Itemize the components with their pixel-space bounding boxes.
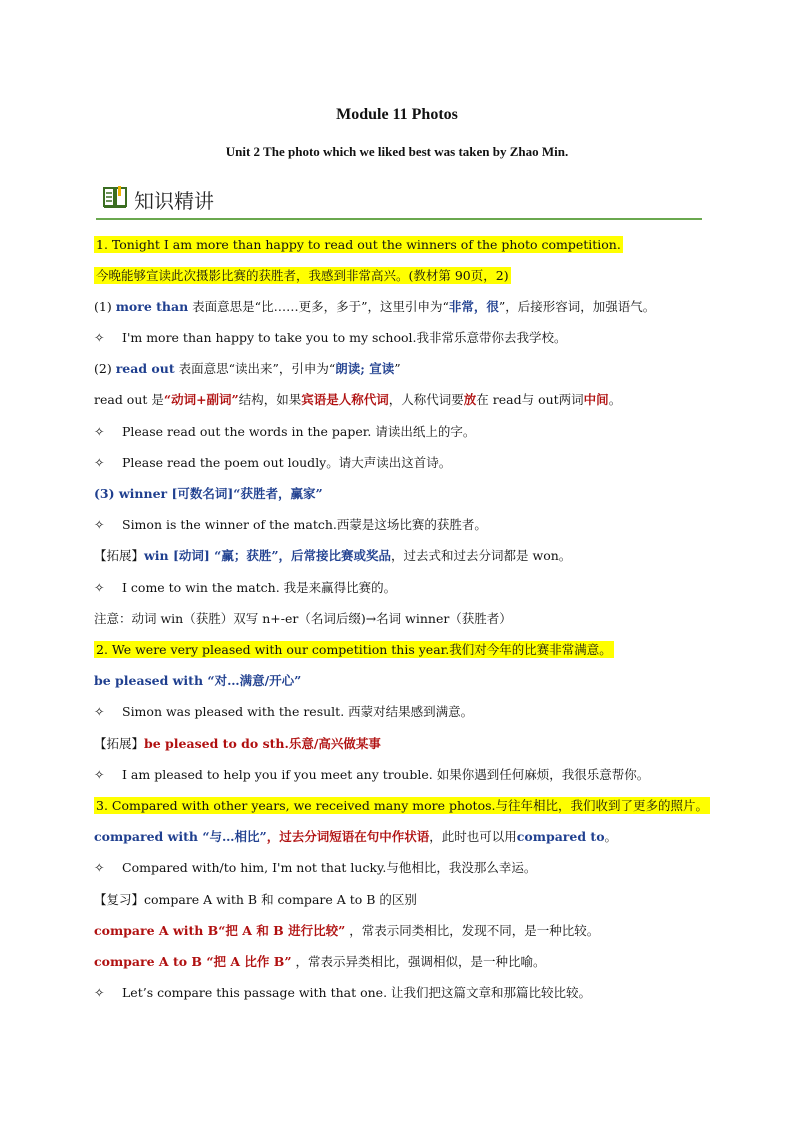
bullet-icon: ✧ [94, 985, 105, 1000]
point-1-sentence: 1. Tonight I am more than happy to read out the winners of the photo competition. [96, 237, 621, 252]
example-row: ✧ I'm more than happy to take you to my school.我非常乐意带你去我学校。 [94, 330, 567, 345]
note-compare-with: compare A with B“把 A 和 B 进行比较” ，常表示同类相比，发现不同，是一种比较。 [94, 923, 600, 938]
note-compared-with: compared with “与…相比”，过去分词短语在句中作状语，此时也可以用compared to。 [94, 829, 618, 844]
note-winner-formation: 注意：动词 win（获胜）双写 n+-er（名词后缀)→名词 winner（获胜者） [94, 611, 512, 626]
example-row: ✧ Compared with/to him, I'm not that lucky.与他相比，我没那么幸运。 [94, 860, 537, 875]
bullet-icon: ✧ [94, 424, 105, 439]
example-row: ✧ Please read the poem out loudly。请大声读出这首诗。 [94, 455, 452, 470]
bullet-icon: ✧ [94, 330, 105, 345]
note-read-out-structure: read out 是“动词+副词”结构，如果宾语是人称代词，人称代词要放在 read与 out两词中间。 [94, 392, 622, 407]
bullet-icon: ✧ [94, 580, 105, 595]
note-read-out: (2) read out 表面意思“读出来”，引申为“朗读; 宣读” [94, 361, 401, 376]
example-row: ✧ I come to win the match. 我是来赢得比赛的。 [94, 580, 397, 595]
document-subtitle: Unit 2 The photo which we liked best was taken by Zhao Min. [225, 144, 569, 159]
note-more-than: (1) more than 表面意思是“比……更多，多于”，这里引申为“非常，很”，后接形容词，加强语气。 [94, 299, 656, 314]
bullet-icon: ✧ [94, 860, 105, 875]
section-label: 知识精讲 [134, 189, 214, 213]
point-3-sentence: 3. Compared with other years, we received many more photos.与往年相比，我们收到了更多的照片。 [96, 798, 708, 813]
review-compare: 【复习】compare A with B 和 compare A to B 的区别 [94, 892, 417, 907]
note-winner: (3) winner [可数名词]“获胜者，赢家” [94, 486, 323, 501]
example-row: ✧ I am pleased to help you if you meet any trouble. 如果你遇到任何麻烦，我很乐意帮你。 [94, 767, 650, 782]
point-1-translation: 今晚能够宣读此次摄影比赛的获胜者，我感到非常高兴。(教材第 90页，2) [96, 268, 509, 283]
bullet-icon: ✧ [94, 704, 105, 719]
bullet-icon: ✧ [94, 517, 105, 532]
extension-be-pleased-to: 【拓展】be pleased to do sth.乐意/高兴做某事 [94, 736, 381, 751]
point-2-sentence: 2. We were very pleased with our competition this year.我们对今年的比赛非常满意。 [96, 642, 612, 657]
example-row: ✧ Simon was pleased with the result. 西蒙对结果感到满意。 [94, 704, 474, 719]
extension-win: 【拓展】win [动词] “赢；获胜”，后常接比赛或奖品，过去式和过去分词都是 won。 [94, 548, 572, 563]
example-row: ✧ Simon is the winner of the match.西蒙是这场比赛的获胜者。 [94, 517, 487, 532]
bullet-icon: ✧ [94, 767, 105, 782]
book-icon [102, 185, 128, 209]
example-row: ✧ Please read out the words in the paper. 请读出纸上的字。 [94, 424, 476, 439]
bullet-icon: ✧ [94, 455, 105, 470]
section-header [96, 182, 702, 220]
document-title: Module 11 Photos [336, 106, 458, 123]
note-compare-to: compare A to B “把 A 比作 B” ，常表示异类相比，强调相似，是一种比喻。 [94, 954, 546, 969]
example-row: ✧ Let’s compare this passage with that one. 让我们把这篇文章和那篇比较比较。 [94, 985, 592, 1000]
note-be-pleased-with: be pleased with “对…满意/开心” [94, 673, 302, 688]
